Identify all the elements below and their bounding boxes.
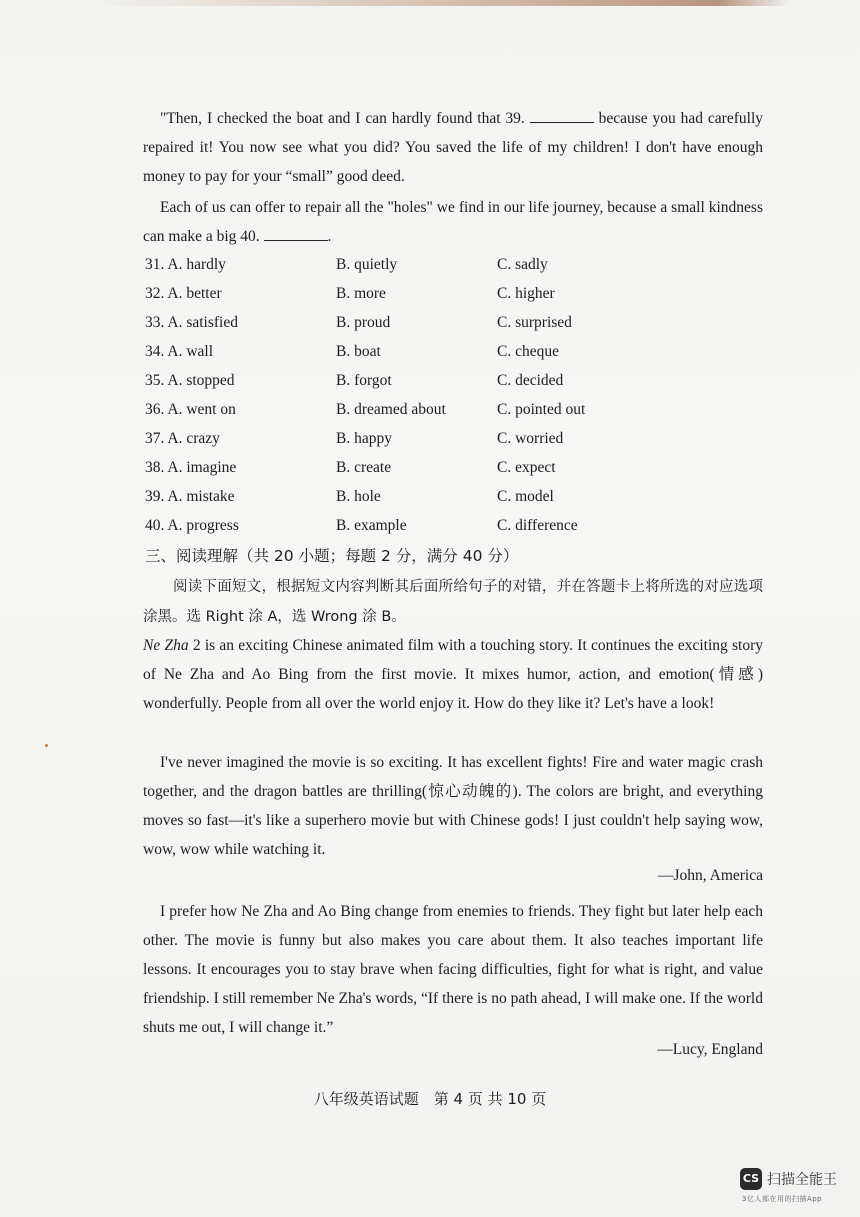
reading-intro (143, 631, 763, 718)
option-b: B. boat (336, 343, 381, 360)
page-footer: 八年级英语试题 第 4 页 共 10 页 (313, 1090, 547, 1108)
section-instruction: 阅读下面短文，根据短文内容判断其后面所给句子的对错，并在答题卡上将所选的对应选项涂黑。选 Right 涂 A，选 Wrong 涂 B。 (143, 579, 763, 625)
passage-p1-pre: "Then, I checked the boat and I can hardly found that 39. (160, 110, 525, 127)
option-c: C. surprised (497, 314, 572, 331)
signature-lucy: —Lucy, England (657, 1041, 763, 1058)
passage-p2-pre: Each of us can offer to repair all the "holes" we find in our life journey, because a small kindness can make a big 40. (143, 199, 763, 245)
option-b: B. happy (336, 430, 392, 447)
blank-39 (530, 108, 594, 123)
passage-paragraph-2 (143, 193, 763, 251)
option-b: B. forgot (336, 372, 392, 389)
option-b: B. example (336, 517, 407, 534)
section-title: 三、阅读理解（共 20 小题；每题 2 分，满分 40 分） (145, 547, 519, 565)
option-a: 33. A. satisfied (145, 314, 238, 331)
option-c: C. decided (497, 372, 564, 389)
reading-intro-text: 2 is an exciting Chinese animated film with a touching story. It continues the exciting story of Ne Zha and Ao Bing from the first movie. It mixes humor, action, and emotion(情感) wonderfully. People from all over the world enjoy it. How do they like it? Let's have a look! (143, 637, 763, 712)
option-row (145, 401, 765, 430)
option-a: 32. A. better (145, 285, 222, 302)
option-c: C. sadly (497, 256, 548, 273)
signature-john: —John, America (657, 867, 763, 884)
option-b: B. proud (336, 314, 391, 331)
option-row (145, 488, 765, 517)
option-a: 34. A. wall (145, 343, 214, 360)
scan-speck (45, 744, 48, 747)
option-b: B. more (336, 285, 386, 302)
option-a: 36. A. went on (145, 401, 236, 418)
passage-paragraph-1 (143, 104, 763, 191)
option-c: C. difference (497, 517, 578, 534)
choice-options (145, 256, 765, 546)
option-c: C. pointed out (497, 401, 586, 418)
option-row (145, 343, 765, 372)
option-a: 40. A. progress (145, 517, 239, 534)
scanner-watermark (740, 1165, 850, 1205)
option-row (145, 517, 765, 546)
scan-edge-shadow (90, 0, 790, 6)
review-john: I've never imagined the movie is so exciting. It has excellent fights! Fire and water magic crash together, and the dragon battles are thrilling(惊心动魄的). The colors are bright, and everything moves so fast—it's like a superhero movie but with Chinese gods! I just couldn't help saying wow, wow, wow while watching it. (143, 754, 763, 858)
option-a: 38. A. imagine (145, 459, 237, 476)
passage-p1-post: because you had carefully repaired it! You now see what you did? You saved the life of my children! I don't have enough money to pay for your “small” good deed. (143, 110, 763, 185)
option-row (145, 314, 765, 343)
option-a: 35. A. stopped (145, 372, 235, 389)
scanner-name: 扫描全能王 (767, 1172, 837, 1188)
option-c: C. worried (497, 430, 564, 447)
option-row (145, 256, 765, 285)
option-row (145, 372, 765, 401)
option-a: 39. A. mistake (145, 488, 235, 505)
option-a: 37. A. crazy (145, 430, 220, 447)
option-c: C. model (497, 488, 554, 505)
option-b: B. hole (336, 488, 381, 505)
review-lucy: I prefer how Ne Zha and Ao Bing change from enemies to friends. They fight but later help each other. The movie is funny but also makes you care about them. It also teaches important life lessons. It encourages you to stay brave when facing difficulties, fight for what is right, and value friendship. I still remember Ne Zha's words, “If there is no path ahead, I will make one. If the world shuts me out, I will change it.” (143, 903, 763, 1036)
option-b: B. dreamed about (336, 401, 446, 418)
camscanner-logo-icon (740, 1168, 762, 1190)
scanner-logo-text: CS (742, 1172, 760, 1185)
option-c: C. expect (497, 459, 556, 476)
option-row (145, 459, 765, 488)
blank-40 (264, 226, 328, 241)
option-a: 31. A. hardly (145, 256, 226, 273)
option-row (145, 285, 765, 314)
option-c: C. higher (497, 285, 555, 302)
film-title: Ne Zha (143, 637, 189, 654)
option-row (145, 430, 765, 459)
passage-p2-post: . (327, 228, 332, 245)
option-b: B. quietly (336, 256, 398, 273)
option-c: C. cheque (497, 343, 559, 360)
option-b: B. create (336, 459, 392, 476)
scanner-tagline: 3亿人都在用的扫描App (742, 1195, 823, 1203)
